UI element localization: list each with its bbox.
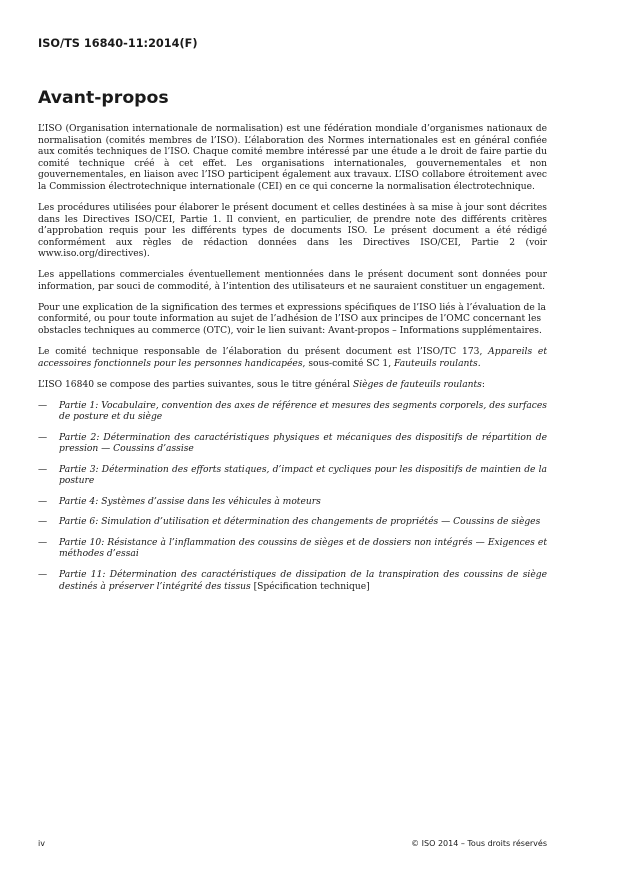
paragraph-trade-names: Les appellations commerciales éventuellement mentionnées dans le présent document sont données pour information, par souci de commodité, à l’intention des utilisateurs et ne sauraient constituer un engagement.: [38, 270, 547, 292]
list-item: — Partie 2: Détermination des caractéristiques physiques et mécaniques des dispositifs de répartition de pression — Coussins d’assise: [38, 432, 547, 455]
page-title: Avant-propos: [38, 88, 169, 108]
page-number: iv: [38, 839, 45, 848]
copyright-notice: © ISO 2014 – Tous droits réservés: [411, 839, 547, 848]
document-id: ISO/TS 16840-11:2014(F): [38, 37, 198, 50]
parts-list: [38, 401, 547, 593]
list-item: — Partie 3: Détermination des efforts statiques, d’impact et cycliques pour les dispositifs de maintien de la posture: [38, 464, 547, 487]
list-item: — Partie 6: Simulation d’utilisation et détermination des changements de propriétés — Coussins de sièges: [38, 517, 541, 528]
paragraph-procedures: Les procédures utilisées pour élaborer le présent document et celles destinées à sa mise à jour sont décrites dans les Directives ISO/CEI, Partie 1. Il convient, en particulier, de prendre note des différents critères d’approbation requis pour les différents types de documents ISO. Le présent document a été rédigé conformément aux règles de rédaction données dans les Directives ISO/CEI, Partie 2 (voir www.iso.org/directives).: [38, 202, 547, 260]
list-item: — Partie 10: Résistance à l’inflammation des coussins de sièges et de dossiers non intégrés — Exigences et méthodes d’essai: [38, 537, 547, 560]
foreword-body: [38, 124, 547, 602]
paragraph-iso-intro: L’ISO (Organisation internationale de normalisation) est une fédération mondiale d’organismes nationaux de normalisation (comités membres de l’ISO). L’élaboration des Normes internationales est en général confiée aux comités techniques de l’ISO. Chaque comité membre intéressé par une étude a le droit de faire partie du comité technique créé à cet effet. Les organisations internationales, gouvernementales et non gouvernementales, en liaison avec l’ISO participent également aux travaux. L’ISO collabore étroitement avec la Commission électrotechnique internationale (CEI) en ce qui concerne la normalisation électrotechnique.: [38, 124, 547, 192]
paragraph-committee: Le comité technique responsable de l’élaboration du présent document est l’ISO/TC 173, Appareils et accessoires fonctionnels pour les personnes handicapées, sous-comité SC 1, Fauteuils roulants.: [38, 347, 548, 369]
paragraph-conformity: Pour une explication de la signification des termes et expressions spécifiques de l’ISO liés à l’évaluation de la conformité, ou pour toute information au sujet de l’adhésion de l’ISO aux principes de l’OMC concernant les obstacles techniques au commerce (OTC), voir le lien suivant: Avant-propos – Informations supplémentaires.: [38, 302, 546, 337]
list-item: — Partie 11: Détermination des caractéristiques de dissipation de la transpiration des coussins de siège destinés à préserver l’intégrité des tissus [Spécification technique]: [38, 569, 547, 592]
list-item: — Partie 4: Systèmes d’assise dans les véhicules à moteurs: [38, 496, 321, 507]
list-item: — Partie 1: Vocabulaire, convention des axes de référence et mesures des segments corporels, des surfaces de posture et du siège: [38, 400, 547, 423]
paragraph-parts-intro: L’ISO 16840 se compose des parties suivantes, sous le titre général Sièges de fauteuils roulants:: [38, 379, 485, 390]
